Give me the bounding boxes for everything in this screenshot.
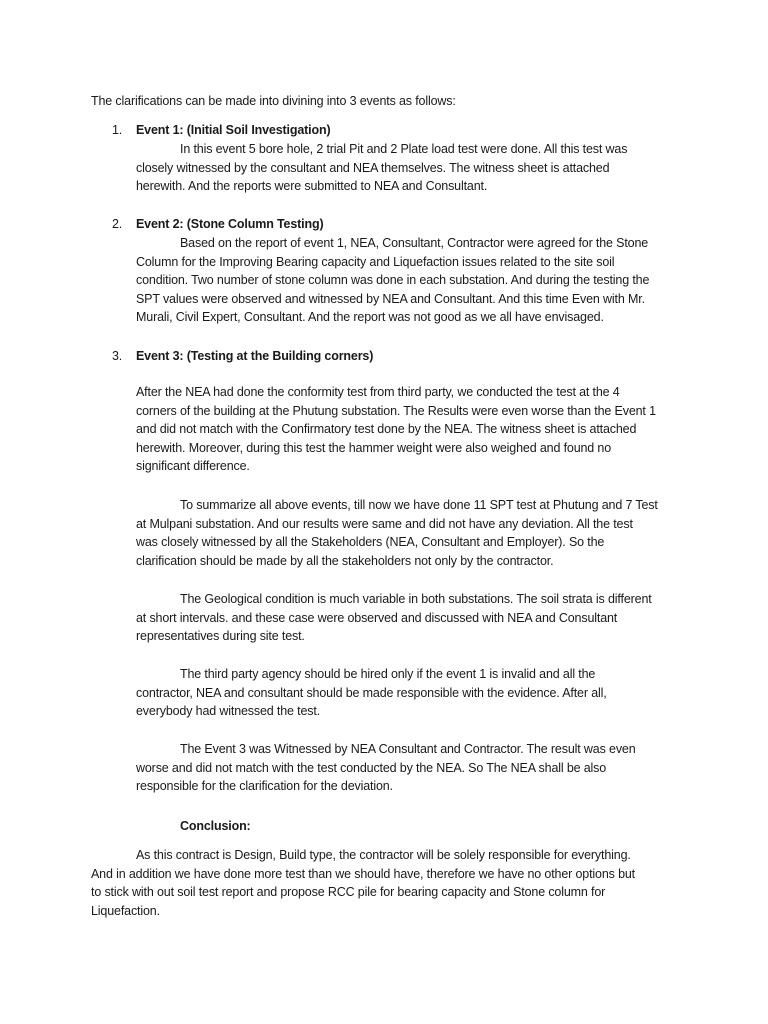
- body-line: contractor, NEA and consultant should be made responsible with the evidence. After all,: [136, 685, 607, 700]
- body-line: SPT values were observed and witnessed by NEA and Consultant. And this time Even with Mr.: [136, 291, 645, 306]
- body-line: Column for the Improving Bearing capacity and Liquefaction issues related to the site soil: [136, 254, 615, 269]
- body-line: The Event 3 was Witnessed by NEA Consultant and Contractor. The result was even: [180, 742, 636, 756]
- body-line: everybody had witnessed the test.: [136, 704, 321, 719]
- body-line: herewith. Moreover, during this test the hammer weight were also weighed and found no: [136, 440, 612, 455]
- body-line: And in addition we have done more test than we should have, therefore we have no other options but: [91, 866, 636, 881]
- body-line: representatives during site test.: [136, 629, 305, 644]
- body-line: worse and did not match with the test conducted by the NEA. So The NEA shall be also: [136, 760, 607, 775]
- event-2-heading: [112, 215, 323, 234]
- event-3-number: 3.: [112, 349, 123, 363]
- paragraph-4: [136, 665, 666, 721]
- paragraph-3: [136, 590, 666, 646]
- conclusion-heading: Conclusion:: [180, 819, 251, 833]
- body-line: corners of the building at the Phutung substation. The Results were even worse than the Event 1: [136, 403, 656, 418]
- event-1-body: [136, 140, 666, 196]
- body-line: After the NEA had done the conformity test from third party, we conducted the test at the 4: [136, 385, 620, 399]
- event-3-title: Event 3: (Testing at the Building corners): [136, 349, 374, 363]
- event-3-heading: [112, 347, 373, 366]
- event-1-title: Event 1: (Initial Soil Investigation): [136, 123, 331, 137]
- event-2-number: 2.: [112, 217, 123, 231]
- body-line: at Mulpani substation. And our results were same and did not have any deviation. All the test: [136, 516, 633, 531]
- body-line: Liquefaction.: [91, 903, 160, 918]
- body-line: The third party agency should be hired only if the event 1 is invalid and all the: [180, 667, 596, 681]
- conclusion-body: [91, 846, 681, 920]
- body-line: The Geological condition is much variable in both substations. The soil strata is different: [180, 592, 652, 606]
- body-line: Murali, Civil Expert, Consultant. And the report was not good as we all have envisaged.: [136, 310, 604, 325]
- body-line: to stick with out soil test report and propose RCC pile for bearing capacity and Stone column for: [91, 885, 606, 900]
- paragraph-1: [136, 383, 666, 476]
- event-1-heading: [112, 121, 330, 140]
- body-line: was closely witnessed by all the Stakeholders (NEA, Consultant and Employer). So the: [136, 535, 605, 550]
- body-line: herewith. And the reports were submitted to NEA and Consultant.: [136, 179, 488, 194]
- intro-text: The clarifications can be made into divining into 3 events as follows:: [91, 94, 456, 108]
- body-line: closely witnessed by the consultant and NEA themselves. The witness sheet is attached: [136, 160, 610, 175]
- body-line: In this event 5 bore hole, 2 trial Pit and 2 Plate load test were done. All this test was: [180, 142, 628, 156]
- body-line: at short intervals. and these case were observed and discussed with NEA and Consultant: [136, 610, 618, 625]
- event-2-title: Event 2: (Stone Column Testing): [136, 217, 324, 231]
- body-line: To summarize all above events, till now we have done 11 SPT test at Phutung and 7 Test: [180, 498, 658, 512]
- body-line: responsible for the clarification for the deviation.: [136, 779, 393, 794]
- paragraph-2: [136, 496, 666, 570]
- body-line: and did not match with the Confirmatory test done by the NEA. The witness sheet is attached: [136, 422, 637, 437]
- event-2-body: [136, 234, 666, 327]
- paragraph-5: [136, 740, 666, 796]
- body-line: condition. Two number of stone column was done in each substation. And during the testing the: [136, 273, 650, 288]
- body-line: significant difference.: [136, 459, 250, 474]
- body-line: clarification should be made by all the stakeholders not only by the contractor.: [136, 553, 554, 568]
- event-1-number: 1.: [112, 123, 123, 137]
- body-line: As this contract is Design, Build type, the contractor will be solely responsible for everything.: [136, 848, 631, 862]
- body-line: Based on the report of event 1, NEA, Consultant, Contractor were agreed for the Stone: [180, 236, 649, 250]
